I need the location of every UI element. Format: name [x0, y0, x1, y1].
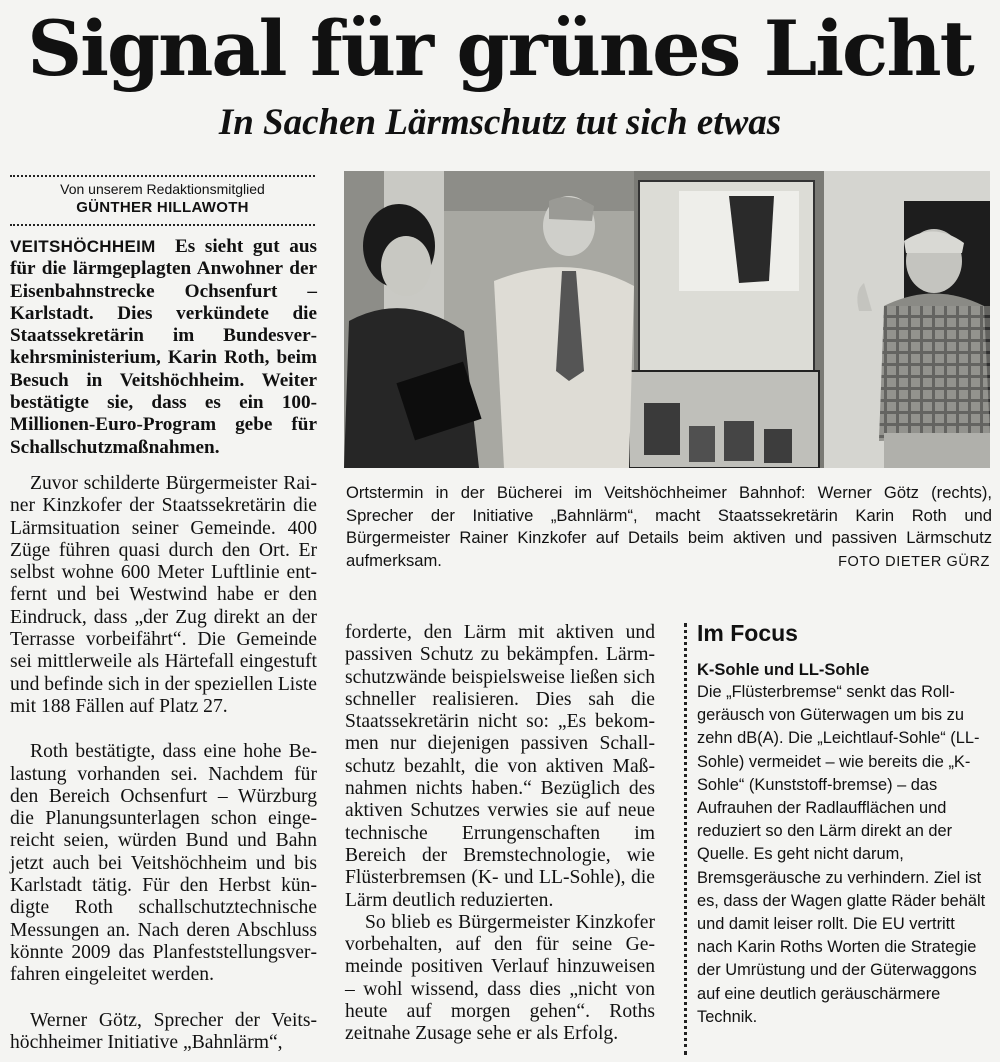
- photo-credit: FOTO DIETER GÜRZ: [838, 554, 990, 570]
- article-paragraph: Zuvor schilderte Bürgermeister Rainer Kinzkofer der Staatssekretärin die Lärmsituation seiner Gemeinde. 400 Züge führen quasi durch den Ort. Er selbst wohne 600 Meter Luftlinie entfernt und bei Westwind habe er den Eindruck, dass „der Zug direkt an der Terrasse vorbeifährt“. Die Gemeinde sei mittlerweile als Härtefall eingestuft und befinde sich in der speziellen Liste mit 188 Fällen auf Platz 27.: [10, 472, 317, 717]
- photo-caption: Ortstermin in der Bücherei im Veitshöchheimer Bahnhof: Werner Götz (rechts), Sprecher der Initiative „Bahnlärm“, macht Staatssekretärin Karin Roth und Bürgermeister Rainer Kinzkofer auf Details beim aktiven und passiven Lärmschutz aufmerksam.: [346, 483, 992, 570]
- photo-image: [344, 171, 990, 468]
- article-lead-paragraph: [10, 236, 317, 459]
- article-paragraph: So blieb es Bürgermeister Kinzkofer vorbehalten, auf den für seine Gemeinde positiven Verlauf hinzuweisen – wohl wissend, dass dies „nicht von heute auf morgen gehen“. Roths zeitnahe Zusage sehe er als Erfolg.: [345, 911, 655, 1045]
- subheadline: In Sachen Lärmschutz tut sich etwas: [218, 102, 782, 143]
- article-column-1: [10, 236, 317, 1054]
- lead-text: Es sieht gut aus für die lärmgeplagten Anwohner der Eisenbahnstrecke Ochsenfurt – Karlstadt. Dies verkündete die Staatssekretärin im Bundesverkehrsministerium, Karin Roth, beim Besuch in Veitshöchheim. Weiter bestätigte sie, dass es ein 100-Millionen-Euro-Program gebe für Schallschutzmaßnahmen.: [10, 236, 317, 458]
- dateline: VEITSHÖCHHEIM: [10, 237, 156, 256]
- focus-box-rule: [684, 623, 687, 1055]
- article-paragraph: forderte, den Lärm mit aktiven und passiven Schutz zu bekämpfen. Lärmschutzwände beispielsweise ließen sich schneller realisieren. Dies sah die Staatssekretärin nicht so: „Es bekommen nur diejenigen passiven Schallschutz bezahlt, die von aktiven Maßnahmen nichts haben.“ Bezüglich des aktiven Schutzes verwies sie auf neue technische Errungenschaften im Bereich der Bremstechnologie, wie Flüsterbremsen (K- und LL-Sohle), die Lärm deutlich reduzierten.: [345, 622, 655, 911]
- byline-intro: Von unserem Redaktionsmitglied: [60, 181, 265, 197]
- byline-top-rule: [10, 175, 315, 177]
- byline-bottom-rule: [10, 224, 315, 226]
- article-paragraph: Werner Götz, Sprecher der Veitshöchheimer Initiative „Bahnlärm“,: [10, 1009, 317, 1053]
- focus-title: Im Focus: [697, 620, 798, 646]
- focus-subtitle: K-Sohle und LL-Sohle: [697, 661, 870, 679]
- article-photo: [344, 171, 990, 468]
- article-paragraph: Roth bestätigte, dass eine hohe Belastung vorhanden sei. Nachdem für den Bereich Ochsenfurt – Würzburg die Planungsunterlagen schon eingereicht seien, würden Bund und Bahn jetzt auch bei Veitshöchheim und bis Karlstadt tätig. Für den Herbst kündigte Roth schallschutztechnische Messungen an. Nach deren Abschluss könnte 2009 das Planfeststellungsverfahren eingeleitet werden.: [10, 741, 317, 986]
- byline-author: GÜNTHER HILLAWOTH: [76, 199, 249, 216]
- byline: [10, 181, 315, 217]
- headline: Signal für grünes Licht: [27, 4, 973, 93]
- focus-body: Die „Flüsterbremse“ senkt das Rollgeräusch von Güterwagen um bis zu zehn dB(A). Die „Leichtlauf-Sohle“ (LL-Sohle) vermeidet – wie bereits die „K-Sohle“ (Kunststoff-bremse) – das Aufrauhen der Radlaufflächen und reduziert so den Lärm direkt an der Quelle. Es geht nicht darum, Bremsgeräusche zu verhindern. Ziel ist es, dass der Wagen glatte Räder behält und damit leiser rollt. Die EU vertritt nach Karin Roths Worten die Strategie der Umrüstung und der Güterwaggons auf eine deutlich geräuschärmere Technik.: [697, 683, 986, 1026]
- article-column-2: [345, 622, 655, 1046]
